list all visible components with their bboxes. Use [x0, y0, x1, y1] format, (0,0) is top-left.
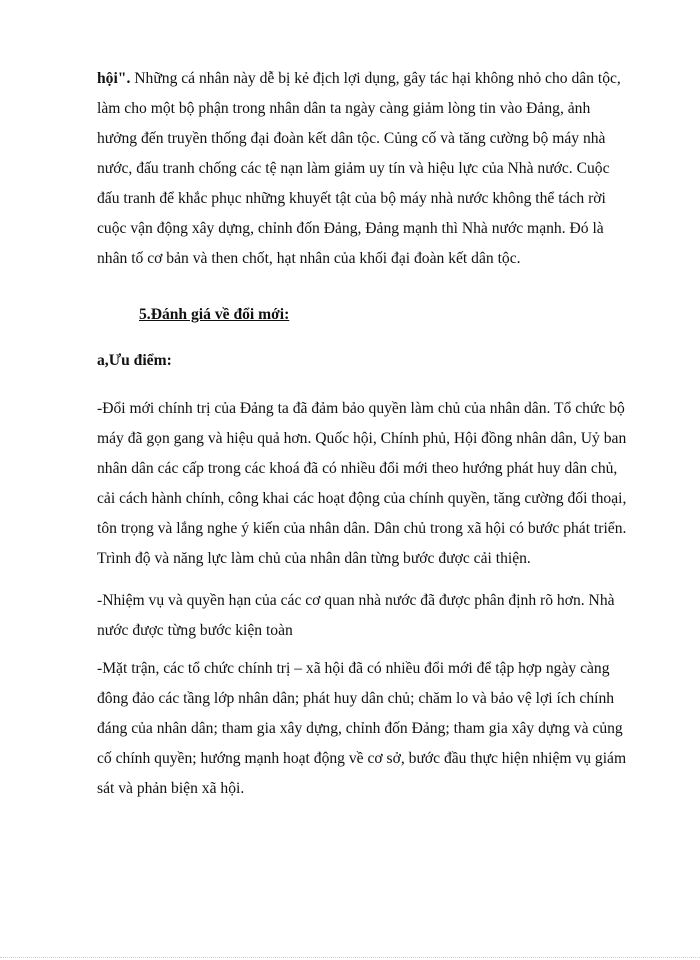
intro-text: Những cá nhân này dễ bị kẻ địch lợi dụng, gây tác hại không nhỏ cho dân tộc, làm cho một bộ phận trong nhân dân ta ngày càng giảm lòng tin vào Đảng, ảnh hưởng đến truyền thống đại đoàn kết dân tộc. Củng cố và tăng cường bộ máy nhà nước, đấu tranh chống các tệ nạn làm giảm uy tín và hiệu lực của Nhà nước. Cuộc đấu tranh để khắc phục những khuyết tật của bộ máy nhà nước không thể tách rời cuộc vận động xây dựng, chỉnh đốn Đảng, Đảng mạnh thì Nhà nước mạnh. Đó là nhân tố cơ bản và then chốt, hạt nhân của khối đại đoàn kết dân tộc.: [97, 70, 621, 267]
section-heading: 5.Đánh giá về đổi mới:: [139, 306, 290, 323]
intro-lead-bold: hội".: [97, 70, 131, 87]
subsection-heading: a,Ưu điểm:: [97, 352, 172, 369]
paragraph-state-agencies: -Nhiệm vụ và quyền hạn của các cơ quan nhà nước đã được phân định rõ hơn. Nhà nước được từng bước kiện toàn: [97, 592, 615, 639]
paragraph-political-reform: -Đổi mới chính trị của Đảng ta đã đảm bảo quyền làm chủ của nhân dân. Tổ chức bộ máy đã gọn gang và hiệu quả hơn. Quốc hội, Chính phủ, Hội đồng nhân dân, Uỷ ban nhân dân các cấp trong các khoá đã có nhiều đổi mới theo hướng phát huy dân chủ, cải cách hành chính, công khai các hoạt động của chính quyền, tăng cường đối thoại, tôn trọng và lắng nghe ý kiến của nhân dân. Dân chủ trong xã hội có bước phát triển. Trình độ và năng lực làm chủ của nhân dân từng bước được cải thiện.: [97, 400, 627, 567]
page-bottom-border: [0, 957, 700, 958]
intro-paragraph: [97, 64, 633, 274]
paragraph-front-organizations: -Mặt trận, các tổ chức chính trị – xã hội đã có nhiều đổi mới để tập hợp ngày càng đông đảo các tầng lớp nhân dân; phát huy dân chủ; chăm lo và bảo vệ lợi ích chính đáng của nhân dân; tham gia xây dựng, chỉnh đốn Đảng; tham gia xây dựng và củng cố chính quyền; hướng mạnh hoạt động về cơ sở, bước đầu thực hiện nhiệm vụ giám sát và phản biện xã hội.: [97, 660, 627, 797]
